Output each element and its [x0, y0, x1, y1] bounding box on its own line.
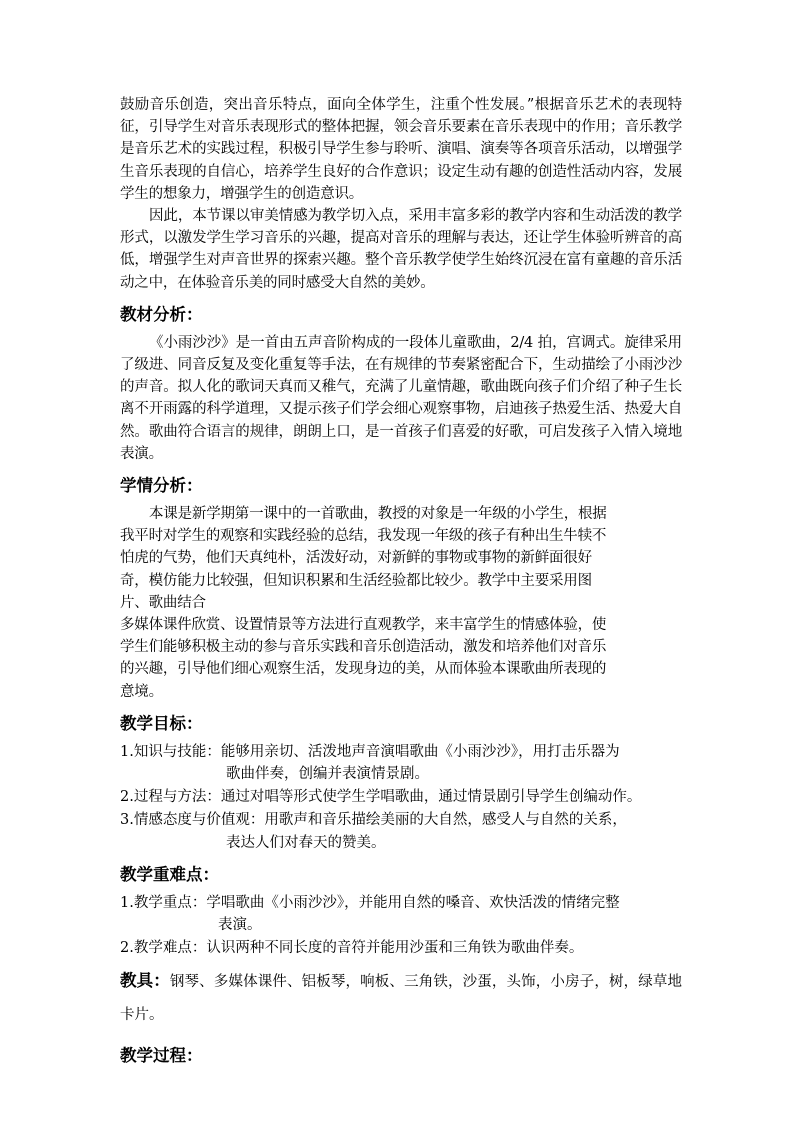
- material-analysis-heading: 教材分析：: [120, 304, 203, 324]
- key-point-item: [120, 892, 682, 936]
- difficult-point-item: [120, 937, 682, 959]
- teaching-tools-label: 教具：: [120, 970, 170, 990]
- key-points-heading: 教学重难点：: [120, 864, 219, 884]
- goal-item-continuation: 表达人们对春天的赞美。: [226, 834, 386, 851]
- intro-paragraph-1: 鼓励音乐创造，突出音乐特点，面向全体学生，注重个性发展。”根据音乐艺术的表现特征，引导学生对音乐表现形式的整体把握，领会音乐要素在音乐表现中的作用；音乐教学是音乐艺术的实践过程，积极引导学生参与聆听、演唱、演奏等各项音乐活动，以增强学生音乐表现的自信心，培养学生良好的合作意识；设定生动有趣的创造性活动内容，发展学生的想象力，增强学生的创造意识。: [120, 97, 682, 202]
- goal-item-process: [120, 786, 682, 808]
- goal-item-attitude: [120, 809, 682, 853]
- intro-paragraph-2: 因此，本节课以审美情感为教学切入点，采用丰富多彩的教学内容和生动活泼的教学形式，以激发学生学习音乐的兴趣，提高对音乐的理解与表达，还让学生体验听辨音的高低，增强学生对声音世界的探索兴趣。整个音乐教学使学生始终沉浸在富有童趣的音乐活动之中，在体验音乐美的同时感受大自然的美妙。: [120, 208, 682, 291]
- difficult-point-text: 2.教学难点：认识两种不同长度的音符并能用沙蛋和三角铁为歌曲伴奏。: [120, 940, 584, 957]
- student-line: 我平时对学生的观察和实践经验的总结，我发现一年级的孩子有种出生牛犊不: [120, 528, 607, 545]
- student-line: 的兴趣，引导他们细心观察生活，发现身边的美，从而体验本课歌曲所表现的: [120, 661, 607, 678]
- student-line: 本课是新学期第一课中的一首歌曲，教授的对象是一年级的小学生，根据: [149, 506, 607, 523]
- teaching-goals-heading: 教学目标：: [120, 713, 203, 733]
- student-line: 奇，模仿能力比较强，但知识积累和生活经验都比较少。教学中主要采用图: [120, 572, 592, 589]
- student-analysis-text: [120, 503, 682, 703]
- student-analysis-heading: 学情分析：: [120, 476, 203, 496]
- goal-item-text: 2.过程与方法：通过对唱等形式使学生学唱歌曲，通过情景剧引导学生创编动作。: [120, 789, 642, 806]
- teaching-process-heading: 教学过程：: [120, 1045, 203, 1065]
- student-line: 多媒体课件欣赏、设置情景等方法进行直观教学，来丰富学生的情感体验，使: [120, 617, 607, 634]
- key-point-text: 1.教学重点：学唱歌曲《小雨沙沙》，并能用自然的嗓音、欢快活泼的情绪完整: [120, 894, 620, 911]
- document-page: [120, 94, 682, 1073]
- teaching-tools-text: 钢琴、多媒体课件、铝板琴，响板、三角铁，沙蛋，头饰，小房子，树，绿草地卡片。: [120, 973, 682, 1023]
- goal-item-text: 3.情感态度与价值观：用歌声和音乐描绘美丽的大自然，感受人与自然的关系，: [120, 812, 627, 829]
- student-line: 片、歌曲结合: [120, 594, 206, 611]
- goal-item-continuation: 歌曲伴奏，创编并表演情景剧。: [226, 766, 429, 783]
- student-line: 意境。: [120, 683, 163, 700]
- goal-item-text: 1.知识与技能：能够用亲切、活泼地声音演唱歌曲《小雨沙沙》，用打击乐器为: [120, 743, 620, 760]
- teaching-tools: [120, 964, 682, 1032]
- key-point-continuation: 表演。: [218, 917, 262, 934]
- student-line: 学生们能够积极主动的参与音乐实践和音乐创造活动，激发和培养他们对音乐: [120, 639, 607, 656]
- goal-item-knowledge: [120, 741, 682, 785]
- student-line: 怕虎的气势，他们天真纯朴，活泼好动，对新鲜的事物或事物的新鲜面很好: [120, 550, 592, 567]
- material-analysis-text: 《小雨沙沙》是一首由五声音阶构成的一段体儿童歌曲，2/4 拍，宫调式。旋律采用了级进、同音反复及变化重复等手法，在有规律的节奏紧密配合下，生动描绘了小雨沙沙的声音。拟人化的歌词天真而又稚气，充满了儿童情趣，歌曲既向孩子们介绍了种子生长离不开雨露的科学道理，又提示孩子们学会细心观察事物，启迪孩子热爱生活、热爱大自然。歌曲符合语言的规律，朗朗上口，是一首孩子们喜爱的好歌，可启发孩子入情入境地表演。: [120, 334, 682, 462]
